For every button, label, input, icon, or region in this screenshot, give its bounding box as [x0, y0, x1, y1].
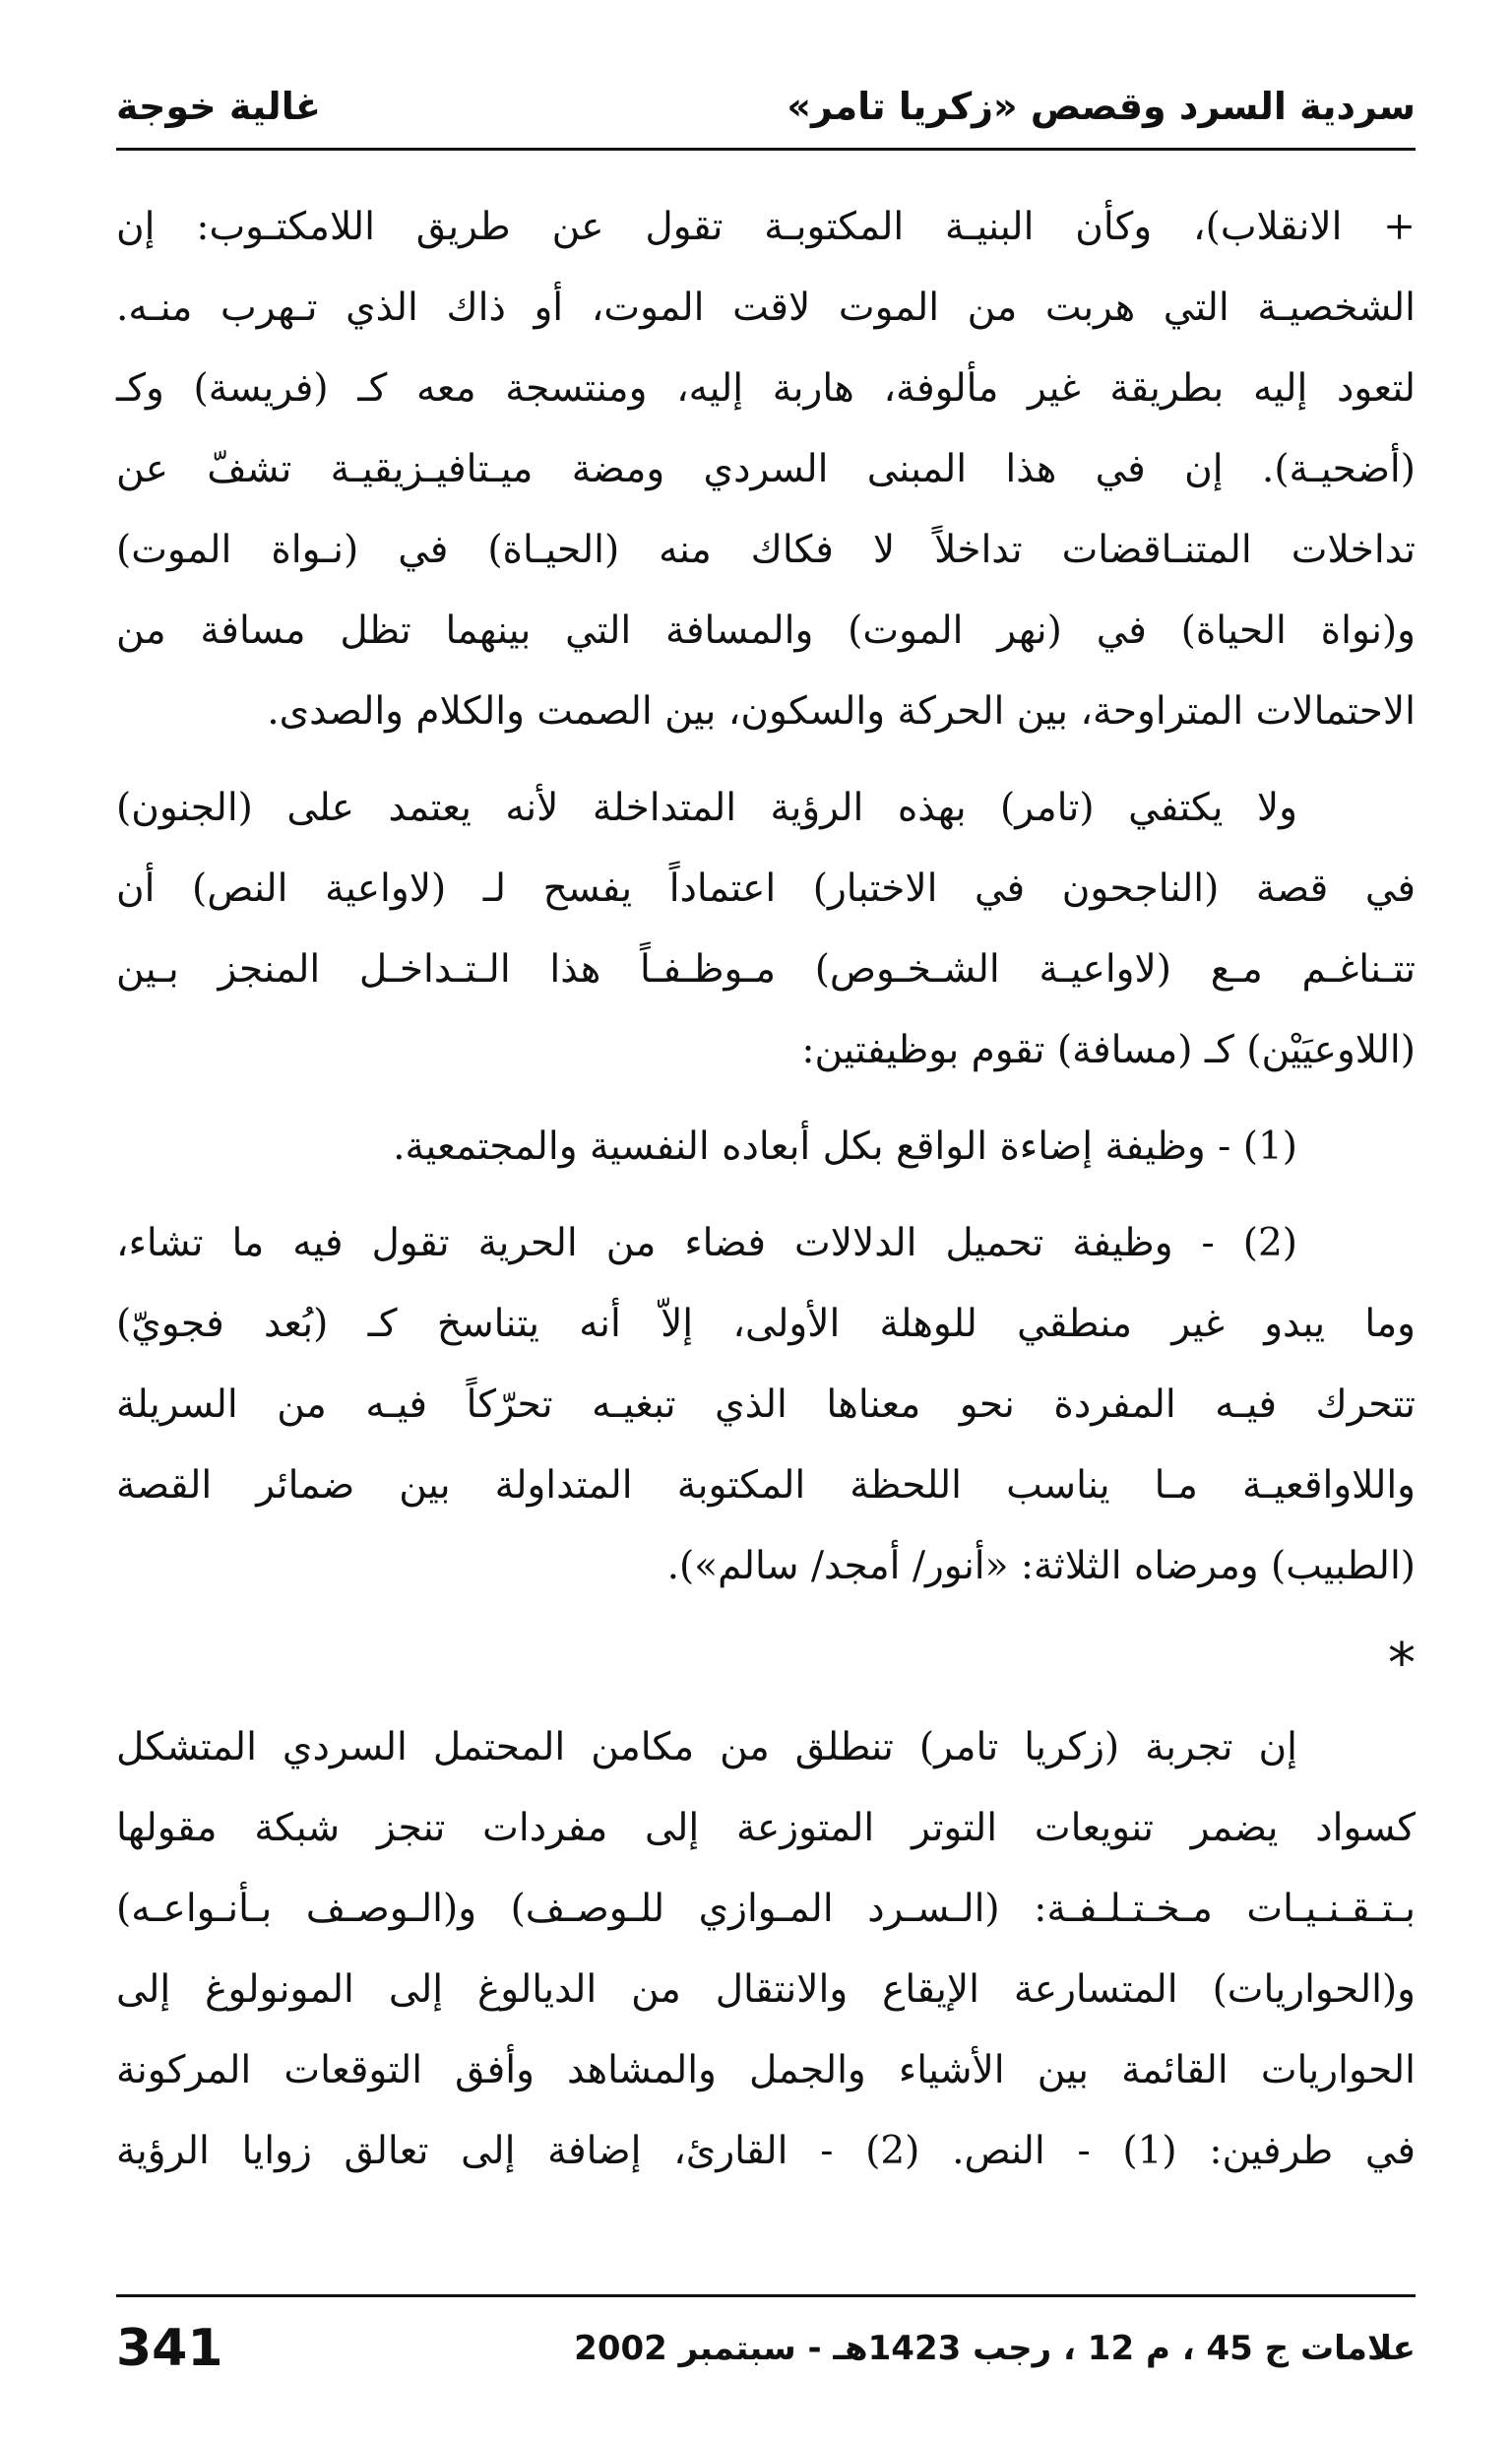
text-line: الاحتمالات المتراوحة، بين الحركة والسكون، بين الصمت والكلام والصدى. — [267, 689, 1416, 734]
header-author: غالية خوجة — [116, 85, 321, 128]
body-text — [116, 187, 1416, 2192]
footer-divider — [116, 2294, 1416, 2297]
header-article-title: سردية السرد وقصص «زكريا تامر» — [787, 85, 1416, 128]
text-line: و(نواة الحياة) في (نهر الموت) والمسافة التي بينهما تظل مسافة من — [116, 609, 1416, 653]
text-line: واللاواقعيـة مـا يناسب اللحظة المكتوبة المتداولة بين ضمائر القصة — [116, 1463, 1416, 1508]
text-line: في قصة (الناجحون في الاختبار) اعتماداً يفسح لـ (لاواعية النص) أن — [116, 867, 1416, 911]
running-header — [116, 69, 1416, 128]
text-line: تتحرك فيـه المفردة نحو معناها الذي تبغيـه تحرّكاً فيـه من السريلة — [116, 1382, 1416, 1427]
page-number: 341 — [116, 2319, 223, 2378]
paragraph-1 — [116, 187, 1416, 752]
section-separator: * — [1388, 1632, 1416, 1696]
text-line: الشخصيـة التي هربت من الموت لاقت الموت، أو ذاك الذي تـهرب منـه. — [116, 286, 1416, 330]
list-item-2 — [116, 1203, 1416, 1607]
text-line: ولا يكتفي (تامر) بهذه الرؤية المتداخلة لأنه يعتمد على (الجنون) — [116, 786, 1297, 830]
text-line: وما يبدو غير منطقي للوهلة الأولى، إلاّ أنه يتناسخ كـ (بُعد فجويّ) — [116, 1302, 1416, 1346]
header-divider — [116, 148, 1416, 151]
text-line: و(الحواريات) المتسارعة الإيقاع والانتقال من الديالوغ إلى المونولوغ إلى — [116, 1967, 1416, 2012]
text-line: (2) - وظيفة تحميل الدلالات فضاء من الحرية تقول فيه ما تشاء، — [116, 1221, 1297, 1265]
text-line: الحواريات القائمة بين الأشياء والجمل والمشاهد وأفق التوقعات المركونة — [116, 2048, 1416, 2092]
text-line: + الانقلاب)، وكأن البنيـة المكتوبـة تقول عن طريق اللامكتـوب: إن — [116, 205, 1416, 249]
text-line: (أضحيـة). إن في هذا المبنى السردي ومضة ميـتافيـزيقيـة تشفّ عن — [116, 447, 1416, 491]
journal-citation: علامات ج 45 ، م 12 ، رجب 1423هـ - سبتمبر 2002 — [574, 2329, 1416, 2368]
paragraph-3 — [116, 1707, 1416, 2192]
running-footer — [116, 2309, 1416, 2388]
text-line: (الطبيب) ومرضاه الثلاثة: «أنور/ أمجد/ سالم»). — [666, 1544, 1416, 1588]
paragraph-2 — [116, 768, 1416, 1091]
text-line: تداخلات المتنـاقضات تداخلاً لا فكاك منه (الحيـاة) في (نـواة الموت) — [116, 528, 1416, 572]
text-line: (1) - وظيفة إضاءة الواقع بكل أبعاده النفسية والمجتمعية. — [393, 1125, 1297, 1169]
list-item-1 — [116, 1107, 1416, 1188]
text-line: بـتـقـنـيـات مـخـتـلـفـة: (الـسـرد المـوازي للـوصـف) و(الـوصـف بـأنـواعـه) — [116, 1887, 1416, 1931]
text-line: تتـناغـم مـع (لاواعيـة الشـخـوص) مـوظـفـاً هذا الـتـداخـل المنجز بـين — [116, 947, 1416, 992]
text-line: في طرفين: (1) - النص. (2) - القارئ، إضافة إلى تعالق زوايا الرؤية — [116, 2129, 1416, 2173]
text-line: (اللاوعيَيْن) كـ (مسافة) تقوم بوظيفتين: — [801, 1028, 1416, 1072]
text-line: كسواد يضمر تنويعات التوتر المتوزعة إلى مفردات تنجز شبكة مقولها — [116, 1806, 1416, 1850]
text-line: لتعود إليه بطريقة غير مألوفة، هاربة إليه، ومنتسجة معه كـ (فريسة) وكـ — [116, 366, 1416, 411]
text-line: إن تجربة (زكريا تامر) تنطلق من مكامن المحتمل السردي المتشكل — [116, 1725, 1297, 1769]
